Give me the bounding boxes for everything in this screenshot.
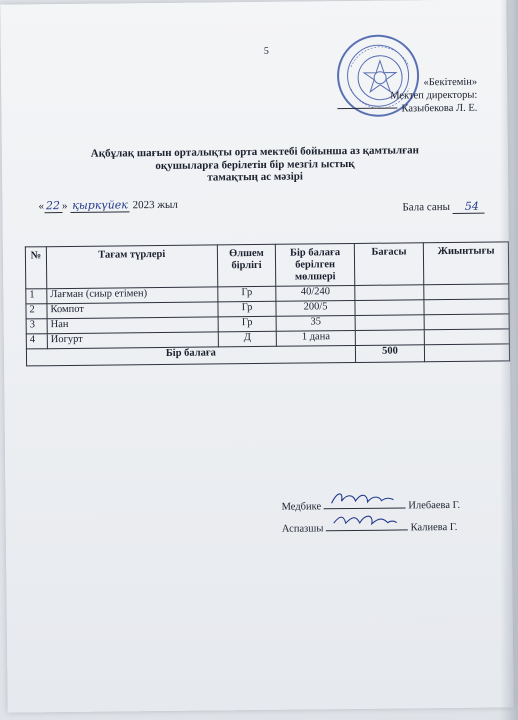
row-total [425, 329, 510, 345]
row-quantity: 40/240 [276, 285, 355, 301]
cook-signature-line [282, 518, 458, 535]
row-quantity: 1 дана [277, 330, 356, 346]
title-line-1: Ақбұлақ шағын орталықты орта мектебі бойынша аз қамтылған [90, 144, 419, 160]
header-number: № [25, 247, 46, 289]
cook-signature [326, 518, 408, 531]
total-label: Бір балаға [26, 345, 355, 365]
director-signature-line [337, 108, 397, 110]
date-year: 2023 жыл [132, 198, 178, 212]
child-count-label: Бала саны [402, 200, 451, 214]
row-price [355, 300, 425, 316]
director-name: Казыбекова Л. Е. [401, 102, 478, 115]
cook-name: Калиева Г. [410, 521, 458, 534]
date-day: 22 [44, 199, 62, 213]
row-dish: Лағман (сиыр етімен) [47, 287, 218, 304]
row-dish: Иогурт [47, 332, 218, 349]
row-price [355, 330, 425, 346]
row-unit: Гр [217, 286, 276, 302]
row-price [355, 285, 425, 301]
page-number: 5 [263, 45, 269, 57]
row-number: 4 [26, 334, 47, 349]
approval-position: Мектеп директоры: [390, 89, 478, 102]
row-dish: Нан [47, 317, 218, 334]
menu-table [25, 241, 510, 366]
total-value: 500 [355, 345, 425, 363]
row-price [355, 315, 425, 331]
title-line-3: тамақтың ас мәзірі [207, 170, 303, 184]
row-number: 2 [26, 304, 47, 319]
nurse-role: Медбике [281, 501, 322, 513]
header-dish: Тағам түрлері [46, 245, 217, 289]
date-month: қыркүйек [70, 198, 130, 213]
document-title [2, 143, 508, 186]
header-total: Жиынтығы [424, 242, 509, 285]
header-unit: Өлшем бірлігі [217, 244, 276, 287]
child-count-field [402, 200, 484, 214]
menu-table-header [25, 242, 508, 289]
approval-name-line [337, 102, 477, 116]
total-empty-cell [425, 344, 510, 362]
date-field: « 22 » қыркүйек 2023 жыл [38, 198, 178, 213]
row-quantity: 35 [276, 315, 355, 331]
header-quantity: Бір балаға берілген мөлшері [276, 243, 355, 286]
nurse-signature [324, 496, 406, 509]
row-number: 1 [26, 289, 47, 304]
child-count-value: 54 [453, 200, 485, 214]
approval-heading: «Бекітемін» [423, 76, 478, 89]
approval-block [337, 76, 477, 116]
row-total [424, 314, 509, 330]
row-unit: Гр [218, 301, 277, 317]
row-total [424, 299, 509, 315]
nurse-name: Илебаева Г. [408, 499, 461, 512]
row-number: 3 [26, 319, 47, 334]
header-price: Бағасы [354, 243, 424, 286]
row-dish: Компот [47, 302, 218, 319]
row-unit: Д [218, 331, 277, 347]
page-edge-shadow [500, 0, 518, 720]
row-quantity: 200/5 [276, 300, 355, 316]
table-total-row [26, 344, 509, 366]
cook-role: Аспазшы [281, 523, 324, 535]
row-unit: Гр [218, 316, 277, 332]
row-total [424, 284, 509, 300]
title-line-2: оқушыларға берілетін бір мезгіл ыстық [155, 157, 355, 172]
